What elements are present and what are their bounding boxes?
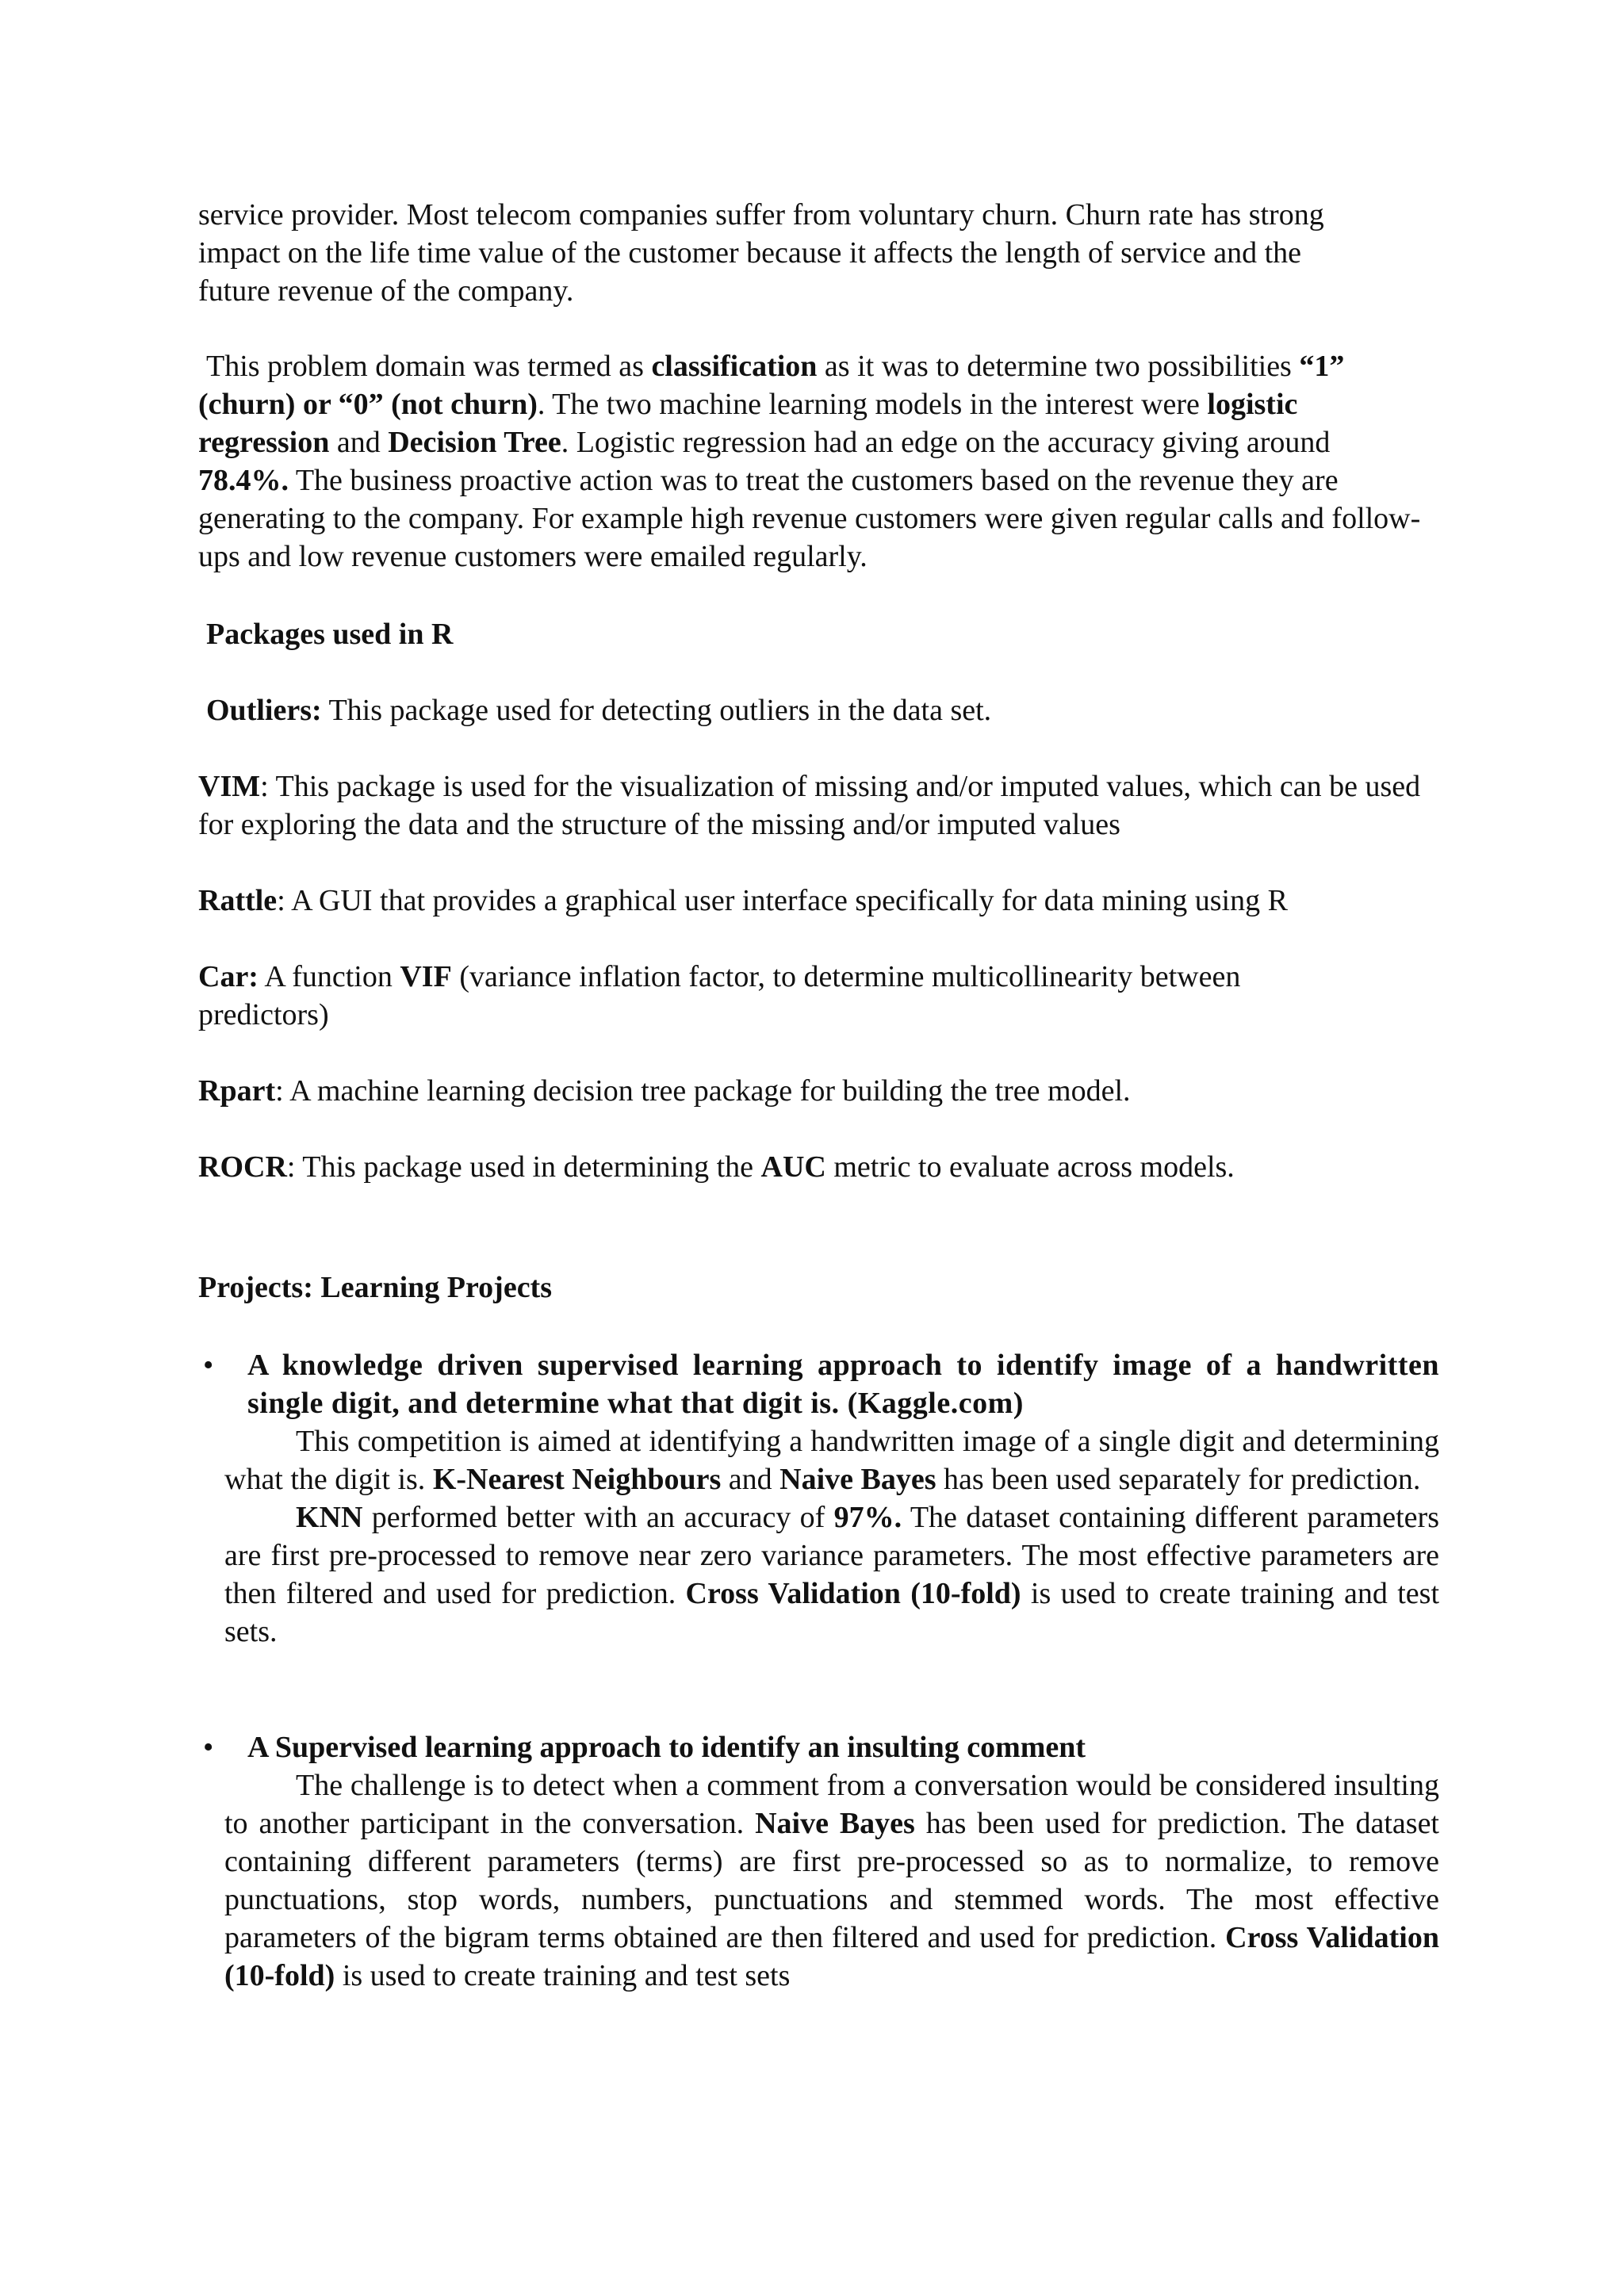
package-desc: : A GUI that provides a graphical user interface specifically for data mining using R bbox=[277, 884, 1288, 917]
package-desc: This package used for detecting outliers in the data set. bbox=[321, 694, 992, 727]
text-run: as it was to determine two possibilities bbox=[817, 350, 1300, 383]
classification-paragraph bbox=[198, 347, 1423, 576]
text-run: . Logistic regression had an edge on the accuracy giving around bbox=[561, 426, 1331, 459]
project-description bbox=[198, 1766, 1439, 1995]
text-run: The dataset containing different parameters are first pre-processed to remove near zero variance parameters. The most effective parameters are then filtered and used for prediction. bbox=[224, 1501, 1439, 1610]
package-desc: metric to evaluate across models. bbox=[825, 1150, 1235, 1184]
package-name: Car: bbox=[198, 960, 259, 993]
text-run: has been used separately for prediction. bbox=[936, 1463, 1421, 1496]
text-run: . The two machine learning models in the interest were bbox=[537, 388, 1208, 421]
bold-run: Cross Validation (10-fold) bbox=[224, 1921, 1439, 1992]
package-car bbox=[198, 958, 1356, 1034]
bullet-icon: • bbox=[203, 1349, 214, 1382]
package-desc: (variance inflation factor, to determine multicollinearity between predictors) bbox=[198, 960, 1241, 1031]
text-run: and bbox=[329, 426, 389, 459]
project-title-text: A knowledge driven supervised learning approach to identify image of a handwritten single digit, and determine what that digit is. (Kaggle.com) bbox=[247, 1349, 1439, 1420]
churn-intro-paragraph bbox=[198, 196, 1435, 310]
package-desc: : This package is used for the visualization of missing and/or imputed values, which can be used for exploring the data and the structure of the missing and/or imputed values bbox=[198, 770, 1421, 841]
text-run: The challenge is to detect when a comment from a conversation would be considered insulting to another participant in the conversation. bbox=[224, 1769, 1439, 1840]
project-item-insult-detection bbox=[198, 1728, 1439, 1995]
bold-run: “1” (churn) or “0” (not churn) bbox=[198, 350, 1345, 421]
bold-run: 97%. bbox=[833, 1501, 902, 1534]
project-item-digit-recognition bbox=[198, 1346, 1439, 1651]
churn-intro-line-1: service provider. Most telecom companies suffer from voluntary churn. Churn rate has strong bbox=[198, 198, 1324, 232]
package-metric: AUC bbox=[760, 1150, 826, 1184]
package-desc: : This package used in determining the bbox=[286, 1150, 761, 1184]
text-run: has been used for prediction. The dataset containing different parameters (terms) are first pre-processed so as to normalize, to remove punctuations, stop words, numbers, punctuations and stemmed words. The most effective parameters of the bigram terms obtained are then filtered and used for prediction. bbox=[224, 1807, 1439, 1954]
package-outliers bbox=[206, 691, 1443, 729]
bold-run: logistic regression bbox=[198, 388, 1298, 459]
text-run: performed better with an accuracy of bbox=[362, 1501, 834, 1534]
text-run: This problem domain was termed as bbox=[206, 350, 652, 383]
package-function: VIF bbox=[400, 960, 452, 993]
churn-intro-line-3: future revenue of the company. bbox=[198, 274, 574, 308]
package-vim bbox=[198, 767, 1435, 844]
text-run: and bbox=[721, 1463, 780, 1496]
text-run: The business proactive action was to treat the customers based on the revenue they are generating to the company. For example high revenue customers were given regular calls and follow-ups and low revenue customers were emailed regularly. bbox=[198, 464, 1421, 573]
text-run: is used to create training and test sets. bbox=[224, 1577, 1439, 1648]
text-run: This competition is aimed at identifying a handwritten image of a single digit and determining what the digit is. bbox=[224, 1425, 1439, 1496]
projects-heading: Projects: Learning Projects bbox=[198, 1271, 552, 1304]
churn-intro-line-2: impact on the life time value of the customer because it affects the length of service and the bbox=[198, 236, 1302, 270]
bold-run: KNN bbox=[296, 1501, 363, 1534]
package-name: Rattle bbox=[198, 884, 278, 917]
project-title bbox=[198, 1346, 1439, 1422]
package-desc: : A machine learning decision tree package for building the tree model. bbox=[275, 1074, 1131, 1108]
package-rpart bbox=[198, 1072, 1435, 1110]
project-title bbox=[198, 1728, 1439, 1766]
project-title-text: A Supervised learning approach to identify an insulting comment bbox=[247, 1731, 1086, 1764]
bold-run: Naive Bayes bbox=[755, 1807, 915, 1840]
bold-run: classification bbox=[651, 350, 818, 383]
package-name: Rpart bbox=[198, 1074, 276, 1108]
package-name: ROCR bbox=[198, 1150, 287, 1184]
project-result bbox=[198, 1498, 1439, 1651]
bold-run: Cross Validation (10-fold) bbox=[685, 1577, 1021, 1610]
bold-run: Naive Bayes bbox=[779, 1463, 936, 1496]
package-rattle bbox=[198, 882, 1435, 920]
package-name: VIM bbox=[198, 770, 261, 803]
bullet-icon: • bbox=[203, 1731, 214, 1764]
text-run: is used to create training and test sets bbox=[335, 1959, 791, 1992]
bold-run: Decision Tree bbox=[388, 426, 561, 459]
bold-run: K-Nearest Neighbours bbox=[432, 1463, 722, 1496]
bold-run: 78.4%. bbox=[198, 464, 289, 497]
project-description bbox=[198, 1422, 1439, 1498]
packages-heading: Packages used in R bbox=[206, 618, 454, 651]
package-rocr bbox=[198, 1148, 1435, 1186]
package-name: Outliers: bbox=[206, 694, 322, 727]
package-desc: A function bbox=[258, 960, 400, 993]
